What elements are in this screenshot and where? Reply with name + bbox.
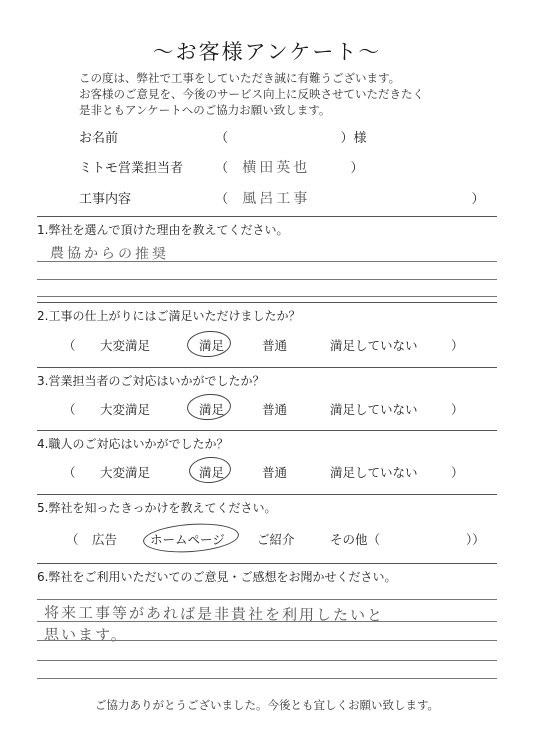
- q4-option-very-satisfied[interactable]: 大変満足: [100, 465, 151, 480]
- work-field[interactable]: 風呂工事: [242, 191, 311, 207]
- q5-option-homepage[interactable]: ホームページ: [150, 532, 225, 547]
- answer-line: [37, 599, 497, 600]
- intro-line: お客様のご意見を、今後のサービス向上に反映させていただきたく: [79, 87, 424, 101]
- name-open-paren: （: [215, 131, 229, 146]
- answer-line: [37, 660, 497, 661]
- work-label: 工事内容: [79, 192, 132, 207]
- name-label: お名前: [79, 131, 119, 146]
- answer-line: [37, 296, 497, 297]
- selection-circle: [186, 392, 232, 421]
- selection-circle: [142, 521, 240, 556]
- close-paren: ）: [451, 465, 464, 480]
- q4-question: 4.職人のご対応はいかがでしたか？: [37, 437, 229, 451]
- q4-option-satisfied[interactable]: 満足: [199, 465, 225, 480]
- work-open-paren: （: [215, 192, 229, 207]
- section-divider: [37, 563, 497, 564]
- selection-circle: [186, 329, 232, 358]
- close-paren: ）: [451, 402, 464, 417]
- staff-field[interactable]: 横田英也: [242, 160, 311, 176]
- answer-line: [37, 678, 497, 679]
- q5-option-referral[interactable]: ご紹介: [257, 532, 295, 547]
- intro-line: 是非ともアンケートへのご協力お願い致します。: [79, 103, 331, 117]
- q3-option-satisfied[interactable]: 満足: [199, 402, 225, 417]
- q2-question: 2.工事の仕上がりにはご満足いただけましたか？: [37, 309, 301, 323]
- open-paren: （: [63, 402, 76, 417]
- q5-option-other[interactable]: その他（: [330, 532, 381, 547]
- staff-close-paren: ）: [350, 161, 364, 176]
- q3-option-very-satisfied[interactable]: 大変満足: [100, 402, 151, 417]
- name-row: [79, 127, 366, 146]
- q5-question: 5.弊社を知ったきっかけを教えてください。: [37, 501, 277, 515]
- open-paren: （: [66, 532, 79, 547]
- section-divider: [37, 302, 497, 303]
- q2-option-neutral[interactable]: 普通: [262, 338, 288, 353]
- answer-line: [37, 279, 497, 280]
- close-paren: ）: [451, 338, 464, 353]
- section-divider: [37, 430, 497, 431]
- name-close-paren: ）様: [340, 131, 367, 146]
- work-row: [79, 188, 484, 208]
- work-close-paren: ）: [471, 192, 485, 207]
- answer-line: [37, 621, 497, 622]
- intro-text: [79, 70, 424, 118]
- q1-answer[interactable]: 農協からの推奨: [49, 245, 170, 263]
- q4-option-not-satisfied[interactable]: 満足していない: [330, 465, 418, 480]
- q2-option-not-satisfied[interactable]: 満足していない: [330, 338, 418, 353]
- footer-thanks: ご協力ありがとうございました。今後とも宜しくお願い致します。: [94, 698, 440, 712]
- selection-circle: [188, 456, 232, 485]
- q3-option-not-satisfied[interactable]: 満足していない: [330, 402, 418, 417]
- open-paren: （: [63, 465, 76, 480]
- q3-option-neutral[interactable]: 普通: [262, 402, 288, 417]
- q2-option-satisfied[interactable]: 満足: [199, 338, 225, 353]
- section-divider: [37, 367, 497, 368]
- answer-line: [37, 261, 497, 262]
- q6-answer-line-1[interactable]: 将来工事等があれば是非貴社を利用したいと: [43, 603, 385, 625]
- answer-line: [37, 640, 497, 641]
- page-title: 〜お客様アンケート〜: [152, 40, 382, 64]
- q3-question: 3.営業担当者のご対応はいかがでしたか？: [37, 374, 265, 388]
- close-paren: ））: [466, 532, 485, 547]
- section-divider: [37, 216, 497, 217]
- staff-open-paren: （: [215, 161, 229, 176]
- staff-row: [79, 157, 363, 177]
- q4-option-neutral[interactable]: 普通: [262, 465, 288, 480]
- q5-option-advertisement[interactable]: 広告: [92, 532, 118, 547]
- open-paren: （: [63, 338, 76, 353]
- staff-label: ミトモ営業担当者: [79, 161, 184, 176]
- q2-option-very-satisfied[interactable]: 大変満足: [100, 338, 151, 353]
- q1-question: 1.弊社を選んで頂けた理由を教えてください。: [37, 223, 289, 237]
- section-divider: [37, 494, 497, 495]
- intro-line: この度は、弊社で工事をしていただき誠に有難うございます。: [79, 71, 401, 85]
- q6-answer-line-2[interactable]: 思います。: [43, 625, 128, 645]
- q6-question: 6.弊社をご利用いただいてのご意見・ご感想をお聞かせください。: [37, 570, 397, 584]
